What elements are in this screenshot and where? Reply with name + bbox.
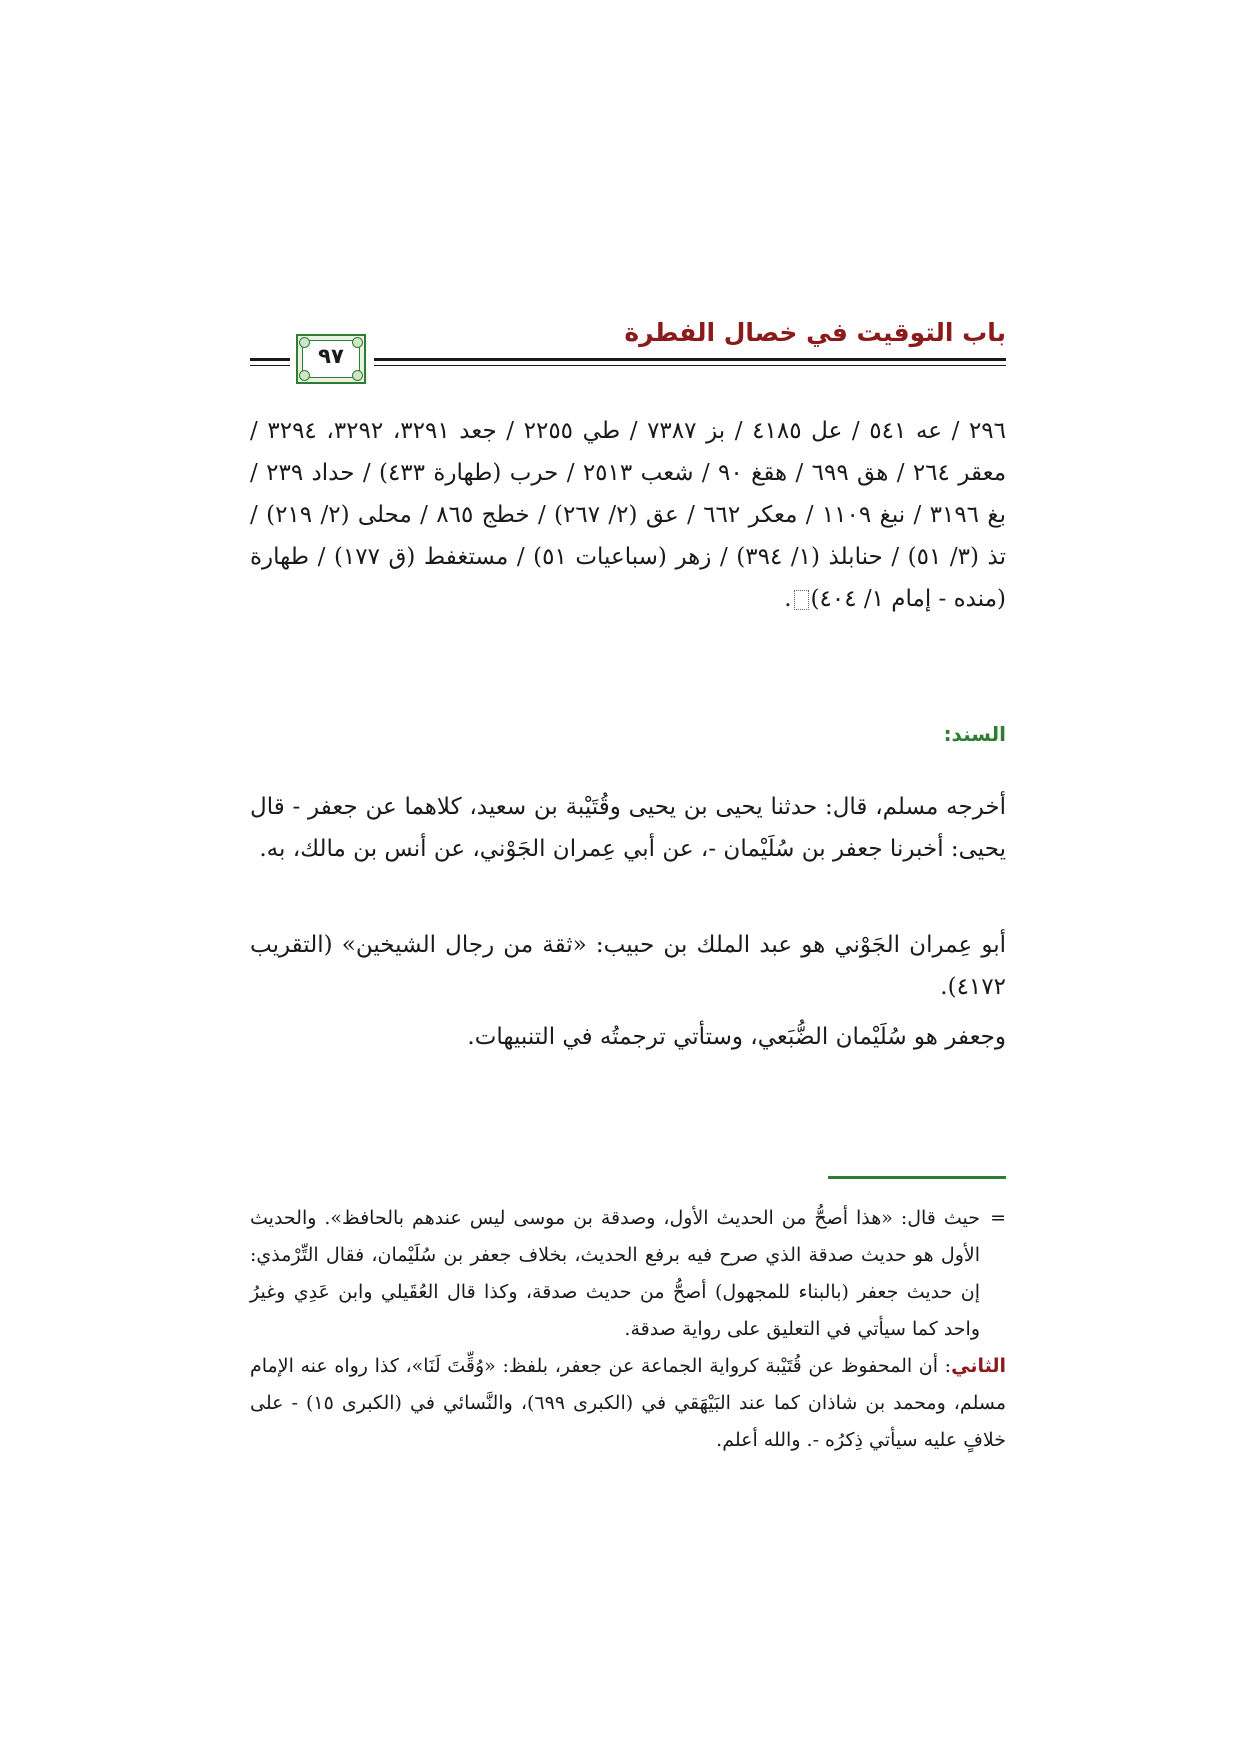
references-paragraph (250, 410, 1006, 620)
chapter-title: باب التوقيت في خصال الفطرة (624, 318, 1006, 347)
footnote-label-second: الثاني (951, 1355, 1006, 1377)
references-text: ٢٩٦ / عه ٥٤١ / عل ٤١٨٥ / بز ٧٣٨٧ / طي ٢٢٥٥ / جعد ٣٢٩١، ٣٢٩٢، ٣٢٩٤ / معقر ٢٦٤ / هق ٦٩٩ / هقغ ٩٠ / شعب ٢٥١٣ / حرب (طهارة ٤٣٣) / حداد ٢٣٩ / بغ ٣١٩٦ / نبغ ١١٠٩ / معكر ٦٦٢ / عق (٢/ ٢٦٧) / خطج ٨٦٥ / محلى (٢/ ٢١٩) / تذ (٣/ ٥١) / حنابلذ (١/ ٣٩٤) / زهر (سباعيات ٥١) / مستغفط (ق ١٧٧) / طهارة (منده - إمام ١/ ٤٠٤) (250, 418, 1007, 612)
page-header (250, 312, 1006, 392)
footnote-paragraph-1 (250, 1200, 1006, 1348)
footnote-text-2: : أن المحفوظ عن قُتَيْبة كرواية الجماعة عن جعفر، بلفظ: «وُقِّتَ لَنَا»، كذا رواه عنه الإمام مسلم، ومحمد بن شاذان كما عند البَيْهَقي في (الكبرى ٦٩٩)، والنَّسائي في (الكبرى ١٥) - على خلافٍ عليه سيأتي ذِكرُه -. والله أعلم. (250, 1355, 1006, 1451)
header-rule-thin (374, 365, 1006, 366)
header-rule-left-thin (250, 365, 290, 366)
section-heading-sanad: السند: (943, 722, 1006, 746)
sanad-paragraph-3: وجعفر هو سُلَيْمان الضُّبَعي، وستأتي ترجمتُه في التنبيهات. (467, 1024, 1006, 1050)
header-rule (374, 358, 1006, 361)
continuation-marker: = (990, 1207, 1006, 1229)
footnote-separator (828, 1176, 1006, 1179)
footnote-text-1: حيث قال: «هذا أصحُّ من الحديث الأول، وصدقة بن موسى ليس عندهم بالحافظ». والحديث الأول هو حديث صدقة الذي صرح فيه برفع الحديث، بخلاف جعفر بن سُلَيْمان، فقال التِّرْمذي: إن حديث جعفر (بالبناء للمجهول) أصحُّ من حديث صدقة، وكذا قال العُقَيلي وابن عَدِي وغيرُ واحد كما سيأتي في التعليق على رواية صدقة. (250, 1207, 980, 1340)
header-rule-left (250, 358, 290, 361)
footnote-paragraph-2 (250, 1348, 1006, 1459)
page-number-badge (296, 334, 366, 384)
ornament-icon (794, 590, 809, 610)
footnotes (250, 1200, 1006, 1459)
references-end: . (784, 586, 792, 612)
page-number: ٩٧ (318, 344, 344, 368)
sanad-paragraph-1: أخرجه مسلم، قال: حدثنا يحيى بن يحيى وقُتَيْبة بن سعيد، كلاهما عن جعفر - قال يحيى: أخبرنا جعفر بن سُلَيْمان -، عن أبي عِمران الجَوْني، عن أنس بن مالك، به. (250, 794, 1006, 862)
sanad-paragraph-2: أبو عِمران الجَوْني هو عبد الملك بن حبيب: «ثقة من رجال الشيخين» (التقريب ٤١٧٢). (250, 932, 1006, 1000)
